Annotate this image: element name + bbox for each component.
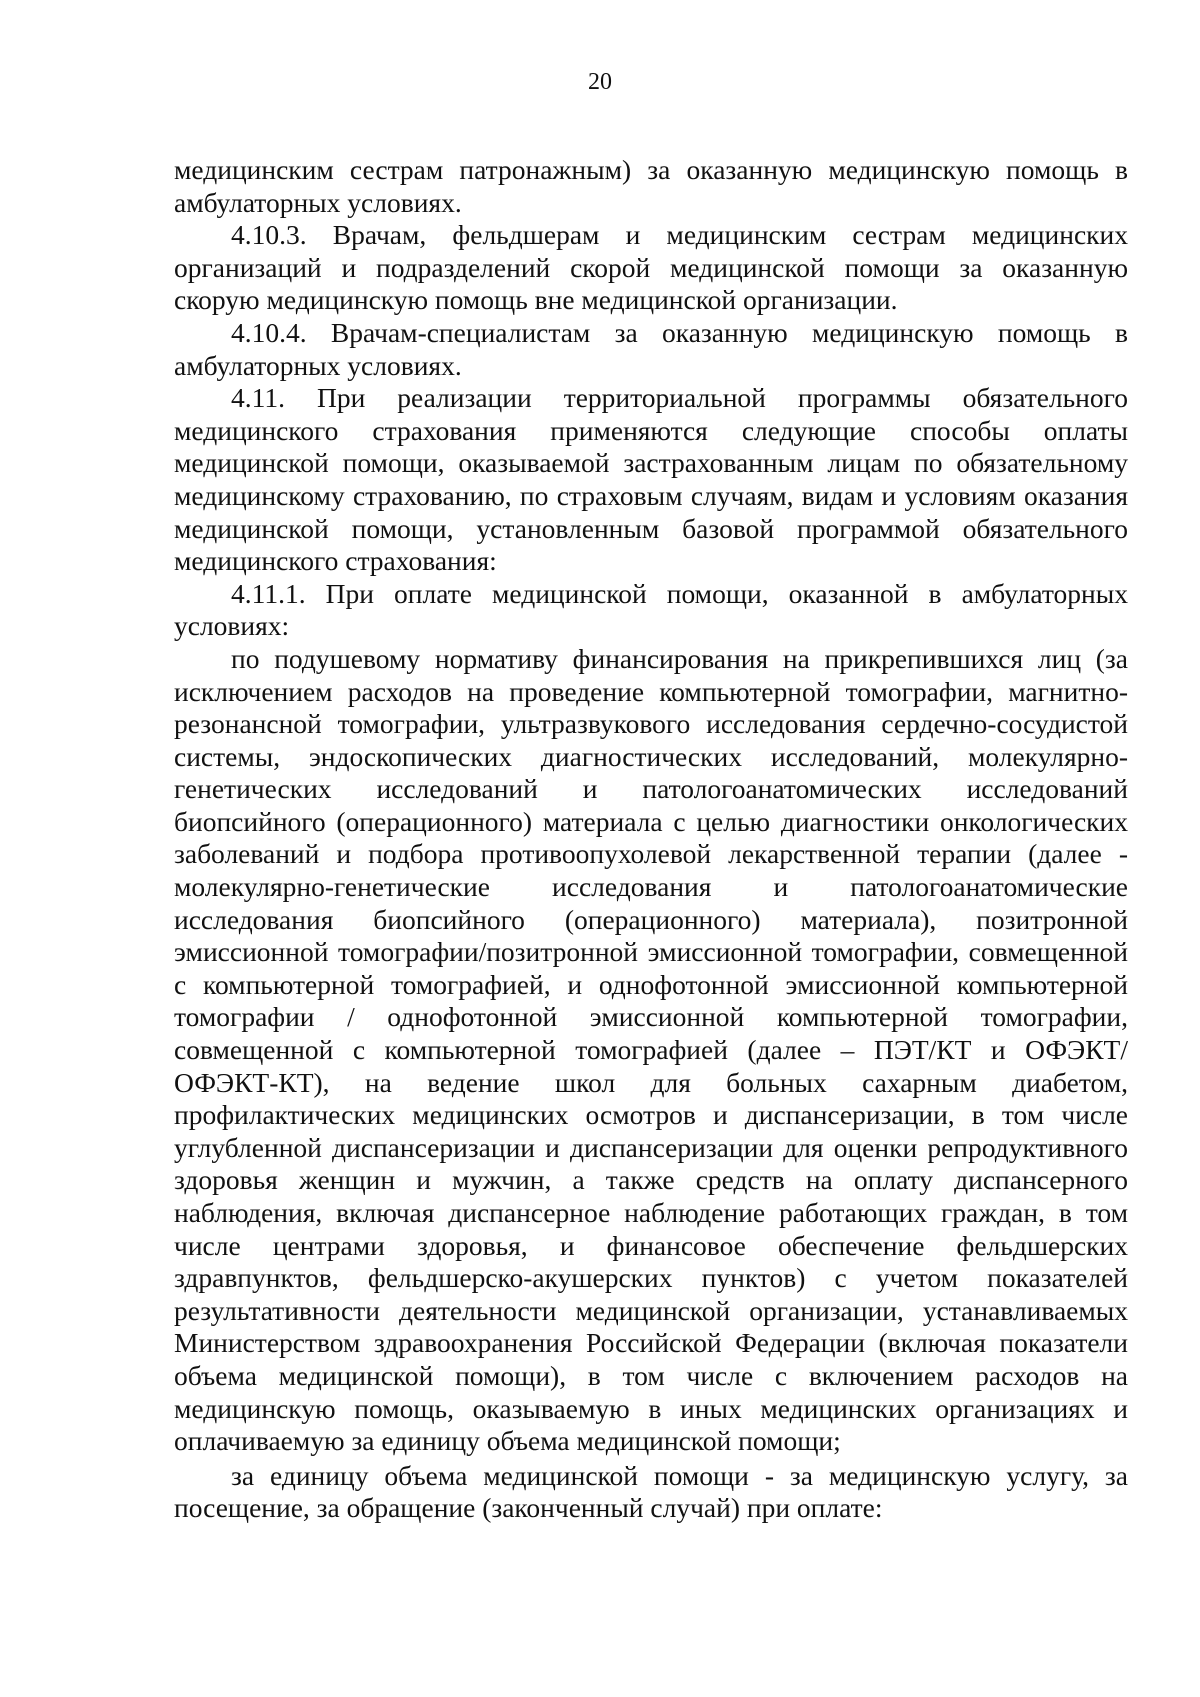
document-body xyxy=(174,154,1128,1525)
paragraph-per-capita-financing: по подушевому нормативу финансирования на прикрепившихся лиц (за исключением расходов на проведение компьютерной томографии, магнитно-резонансной томографии, ультразвукового исследования сердечно-сосудистой системы, эндоскопических диагностических исследований, молекулярно-генетических исследований и патологоанатомических исследований биопсийного (операционного) материала с целью диагностики онкологических заболеваний и подбора противоопухолевой лекарственной терапии (далее - молекулярно-генетические исследования и патологоанатомические исследования биопсийного (операционного) материала), позитронной эмиссионной томографии/позитронной эмиссионной томографии, совмещенной с компьютерной томографией, и однофотонной эмиссионной компьютерной томографии / однофотонной эмиссионной компьютерной томографии, совмещенной с компьютерной томографией (далее – ПЭТ/КТ и ОФЭКТ/ОФЭКТ-КТ), на ведение школ для больных сахарным диабетом, профилактических медицинских осмотров и диспансеризации, в том числе углубленной диспансеризации и диспансеризации для оценки репродуктивного здоровья женщин и мужчин, а также средств на оплату диспансерного наблюдения, включая диспансерное наблюдение работающих граждан, в том числе центрами здоровья, и финансовое обеспечение фельдшерских здравпунктов, фельдшерско-акушерских пунктов) с учетом показателей результативности деятельности медицинской организации, устанавливаемых Министерством здравоохранения Российской Федерации (включая показатели объема медицинской помощи), в том числе с включением расходов на медицинскую помощь, оказываемую в иных медицинских организациях и оплачиваемую за единицу объема медицинской помощи; xyxy=(174,642,1128,1457)
paragraph-4-10-4: 4.10.4. Врачам-специалистам за оказанную медицинскую помощь в амбулаторных условиях. xyxy=(174,316,1128,381)
paragraph-4-11-1: 4.11.1. При оплате медицинской помощи, оказанной в амбулаторных условиях: xyxy=(174,577,1128,642)
page-number: 20 xyxy=(588,69,612,95)
paragraph-unit-of-volume: за единицу объема медицинской помощи - за медицинскую услугу, за посещение, за обращение (законченный случай) при оплате: xyxy=(174,1459,1128,1524)
paragraph-4-10-3: 4.10.3. Врачам, фельдшерам и медицинским сестрам медицинских организаций и подразделений скорой медицинской помощи за оказанную скорую медицинскую помощь вне медицинской организации. xyxy=(174,219,1128,316)
paragraph-4-11: 4.11. При реализации территориальной программы обязательного медицинского страхования применяются следующие способы оплаты медицинской помощи, оказываемой застрахованным лицам по обязательному медицинскому страхованию, по страховым случаям, видам и условиям оказания медицинской помощи, установленным базовой программой обязательного медицинского страхования: xyxy=(174,382,1128,577)
paragraph-continuation: медицинским сестрам патронажным) за оказанную медицинскую помощь в амбулаторных условиях. xyxy=(174,154,1128,218)
